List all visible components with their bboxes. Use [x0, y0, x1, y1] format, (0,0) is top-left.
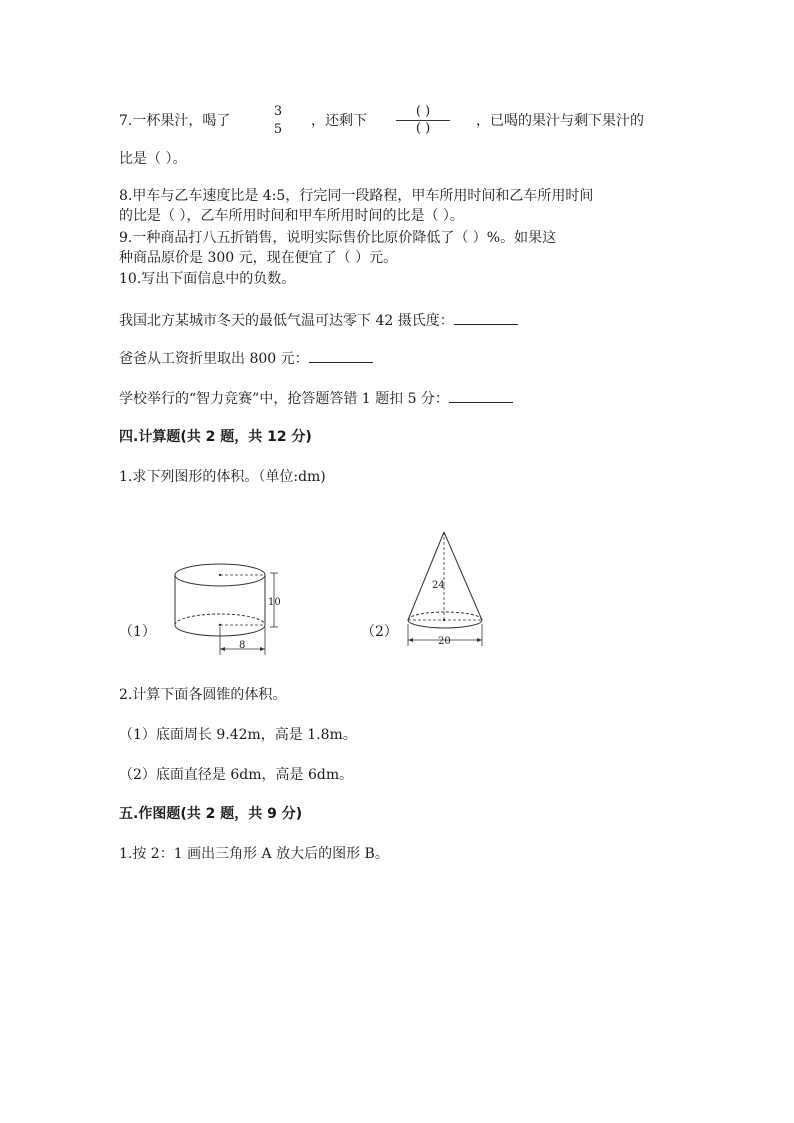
q9-line1: 9.一种商品打八五折销售，说明实际售价比原价降低了（ ）%。如果这	[119, 230, 557, 246]
q10-line1: 10.写出下面信息中的负数。	[119, 271, 296, 287]
section4-q2-a: （1）底面周长 9.42m，高是 1.8m。	[119, 727, 357, 743]
section5-title: 五.作图题(共 2 题，共 9 分)	[119, 806, 303, 822]
answer-blank[interactable]	[449, 388, 513, 403]
figure2-label: （2）	[361, 624, 398, 640]
fraction-drunk-denominator: 5	[273, 122, 283, 137]
cylinder-height-label: 10	[268, 597, 281, 608]
section4-q2: 2.计算下面各圆锥的体积。	[119, 687, 287, 703]
q8-line1: 8.甲车与乙车速度比是 4:5，行完同一段路程，甲车所用时间和乙车所用时间	[119, 188, 594, 204]
q8-line2: 的比是（ ），乙车所用时间和甲车所用时间的比是（ ）。	[119, 208, 464, 224]
q9-line2: 种商品原价是 300 元，现在便宜了（ ）元。	[119, 250, 398, 266]
q10-item1	[119, 310, 518, 331]
q7-line2: 比是（ ）。	[119, 151, 187, 167]
cone-figure	[402, 528, 492, 650]
q7-text-part2: ，还剩下	[311, 113, 367, 129]
section4-title: 四.计算题(共 2 题，共 12 分)	[119, 429, 312, 445]
q10-item3	[119, 388, 513, 409]
answer-blank[interactable]	[309, 348, 373, 363]
cylinder-radius-label: 8	[239, 640, 246, 651]
q10-item3-text: 学校举行的“智力竞赛”中，抢答题答错 1 题扣 5 分：	[119, 391, 449, 407]
figure1-label: （1）	[119, 624, 156, 640]
cylinder-figure	[168, 545, 288, 663]
cone-diameter-label: 20	[438, 636, 451, 647]
fraction-drunk	[270, 104, 286, 138]
section4-q2-b: （2）底面直径是 6dm，高是 6dm。	[119, 767, 354, 783]
answer-blank[interactable]	[454, 310, 518, 325]
fraction-remaining	[396, 104, 450, 137]
section5-q1: 1.按 2：1 画出三角形 A 放大后的图形 B。	[119, 846, 389, 862]
section4-q1: 1.求下列图形的体积。（单位:dm)	[119, 469, 326, 485]
q10-item2-text: 爸爸从工资折里取出 800 元：	[119, 351, 309, 367]
fraction-drunk-numerator: 3	[273, 104, 283, 119]
q10-item1-text: 我国北方某城市冬天的最低气温可达零下 42 摄氏度：	[119, 313, 454, 329]
q7-text-part1: 7.一杯果汁，喝了	[119, 113, 231, 129]
q7-text-part3: ，已喝的果汁与剩下果汁的	[476, 113, 644, 129]
fraction-remaining-numerator: ( )	[415, 104, 431, 119]
fraction-remaining-denominator: ( )	[396, 120, 450, 137]
q10-item2	[119, 348, 373, 369]
cone-height-label: 24	[432, 580, 445, 591]
